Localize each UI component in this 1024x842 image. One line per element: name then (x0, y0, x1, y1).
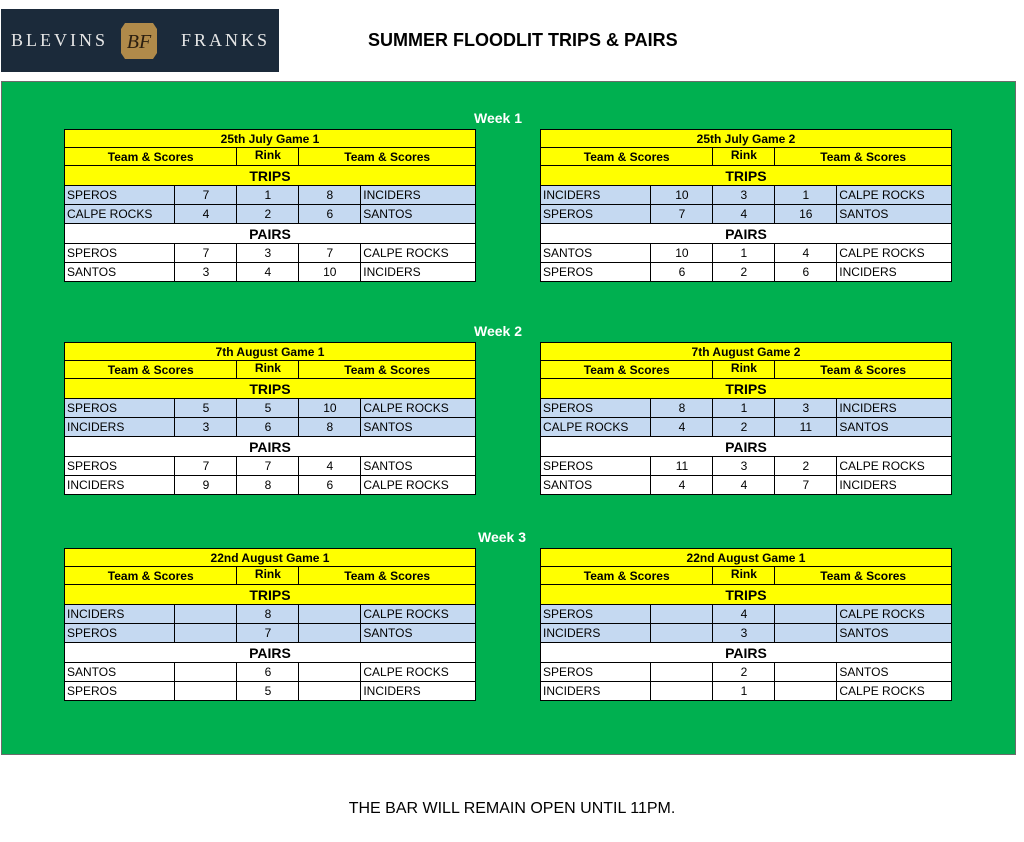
team-scores-header: Team & Scores (775, 567, 952, 585)
score-2: 11 (775, 418, 837, 437)
team-2: INCIDERS (361, 186, 476, 205)
game-table (64, 548, 476, 701)
trips-header: TRIPS (65, 166, 476, 186)
match-row (541, 605, 952, 624)
team-scores-header: Team & Scores (775, 361, 952, 379)
team-1: SPEROS (65, 457, 175, 476)
match-row (541, 476, 952, 495)
team-1: SPEROS (65, 244, 175, 263)
score-1: 4 (651, 476, 713, 495)
team-1: SANTOS (541, 244, 651, 263)
rink-number: 4 (713, 205, 775, 224)
team-scores-header: Team & Scores (541, 148, 713, 166)
match-row (65, 457, 476, 476)
match-row (541, 399, 952, 418)
score-1: 3 (175, 418, 237, 437)
score-2: 10 (299, 263, 361, 282)
score-1: 6 (651, 263, 713, 282)
match-row (541, 205, 952, 224)
score-1 (175, 682, 237, 701)
team-2: CALPE ROCKS (837, 605, 952, 624)
match-row (65, 663, 476, 682)
score-1: 4 (175, 205, 237, 224)
rink-number: 6 (237, 418, 299, 437)
team-2: SANTOS (837, 205, 952, 224)
pairs-header: PAIRS (65, 643, 476, 663)
score-1: 7 (175, 244, 237, 263)
score-2: 3 (775, 399, 837, 418)
match-row (541, 263, 952, 282)
rink-header: Rink (713, 148, 775, 166)
score-1: 7 (175, 457, 237, 476)
team-scores-header: Team & Scores (775, 148, 952, 166)
match-row (541, 186, 952, 205)
rink-number: 7 (237, 624, 299, 643)
team-1: INCIDERS (65, 605, 175, 624)
score-2: 6 (299, 205, 361, 224)
team-2: SANTOS (837, 418, 952, 437)
score-2: 7 (775, 476, 837, 495)
score-2: 10 (299, 399, 361, 418)
team-2: INCIDERS (361, 263, 476, 282)
team-1: SPEROS (65, 624, 175, 643)
rink-number: 2 (713, 663, 775, 682)
game-title: 25th July Game 2 (541, 130, 952, 148)
rink-header: Rink (713, 567, 775, 585)
team-2: INCIDERS (837, 399, 952, 418)
match-row (65, 205, 476, 224)
rink-number: 1 (713, 682, 775, 701)
match-row (65, 186, 476, 205)
pairs-header: PAIRS (541, 437, 952, 457)
team-2: CALPE ROCKS (837, 244, 952, 263)
score-2: 1 (775, 186, 837, 205)
score-1: 3 (175, 263, 237, 282)
score-1: 11 (651, 457, 713, 476)
rink-header: Rink (237, 567, 299, 585)
week-2-label: Week 2 (474, 323, 522, 339)
score-1: 5 (175, 399, 237, 418)
game-table (64, 342, 476, 495)
team-2: SANTOS (837, 624, 952, 643)
team-2: SANTOS (361, 624, 476, 643)
team-2: CALPE ROCKS (361, 663, 476, 682)
team-1: INCIDERS (541, 624, 651, 643)
team-scores-header: Team & Scores (299, 361, 476, 379)
score-2 (299, 605, 361, 624)
team-1: SPEROS (541, 457, 651, 476)
rink-number: 3 (237, 244, 299, 263)
score-1: 9 (175, 476, 237, 495)
team-2: CALPE ROCKS (361, 244, 476, 263)
game-title: 7th August Game 1 (65, 343, 476, 361)
score-2: 2 (775, 457, 837, 476)
team-scores-header: Team & Scores (541, 567, 713, 585)
pairs-header: PAIRS (65, 437, 476, 457)
rink-number: 4 (713, 476, 775, 495)
score-2: 8 (299, 418, 361, 437)
team-scores-header: Team & Scores (65, 567, 237, 585)
rink-number: 3 (713, 624, 775, 643)
trips-header: TRIPS (65, 379, 476, 399)
team-2: INCIDERS (837, 476, 952, 495)
team-2: SANTOS (361, 418, 476, 437)
match-row (541, 624, 952, 643)
team-scores-header: Team & Scores (541, 361, 713, 379)
schedule-panel (1, 81, 1016, 755)
match-row (65, 244, 476, 263)
team-1: SPEROS (65, 399, 175, 418)
trips-header: TRIPS (541, 379, 952, 399)
logo-right-word: FRANKS (181, 30, 271, 50)
rink-number: 5 (237, 682, 299, 701)
score-2: 16 (775, 205, 837, 224)
team-2: CALPE ROCKS (837, 682, 952, 701)
game-table (64, 129, 476, 282)
team-2: INCIDERS (361, 682, 476, 701)
game-title: 22nd August Game 1 (541, 549, 952, 567)
team-1: INCIDERS (65, 418, 175, 437)
score-1: 7 (175, 186, 237, 205)
team-2: CALPE ROCKS (837, 457, 952, 476)
match-row (541, 682, 952, 701)
team-1: INCIDERS (541, 682, 651, 701)
team-2: CALPE ROCKS (361, 399, 476, 418)
rink-number: 4 (713, 605, 775, 624)
score-1: 4 (651, 418, 713, 437)
team-2: CALPE ROCKS (361, 605, 476, 624)
rink-number: 7 (237, 457, 299, 476)
team-2: SANTOS (837, 663, 952, 682)
team-scores-header: Team & Scores (299, 567, 476, 585)
game-title: 7th August Game 2 (541, 343, 952, 361)
score-1: 8 (651, 399, 713, 418)
team-scores-header: Team & Scores (299, 148, 476, 166)
team-1: SANTOS (541, 476, 651, 495)
rink-number: 8 (237, 605, 299, 624)
pairs-header: PAIRS (65, 224, 476, 244)
rink-number: 6 (237, 663, 299, 682)
team-1: CALPE ROCKS (541, 418, 651, 437)
score-2: 8 (299, 186, 361, 205)
rink-number: 3 (713, 457, 775, 476)
score-2: 7 (299, 244, 361, 263)
score-2 (775, 605, 837, 624)
match-row (541, 244, 952, 263)
match-row (65, 263, 476, 282)
team-1: CALPE ROCKS (65, 205, 175, 224)
team-1: SPEROS (541, 605, 651, 624)
score-1 (651, 624, 713, 643)
score-1 (175, 663, 237, 682)
score-2 (299, 682, 361, 701)
page-title: SUMMER FLOODLIT TRIPS & PAIRS (368, 30, 678, 50)
score-2: 4 (299, 457, 361, 476)
bar-notice: THE BAR WILL REMAIN OPEN UNTIL 11PM. (348, 800, 676, 817)
match-row (65, 399, 476, 418)
rink-number: 2 (237, 205, 299, 224)
score-2 (299, 663, 361, 682)
blevins-franks-logo (1, 9, 279, 72)
match-row (65, 605, 476, 624)
rink-number: 8 (237, 476, 299, 495)
score-2: 6 (299, 476, 361, 495)
rink-header: Rink (713, 361, 775, 379)
team-2: CALPE ROCKS (837, 186, 952, 205)
team-1: SPEROS (65, 682, 175, 701)
logo-mark-icon (119, 19, 159, 63)
rink-number: 2 (713, 263, 775, 282)
rink-number: 1 (237, 186, 299, 205)
score-1 (651, 605, 713, 624)
match-row (541, 457, 952, 476)
game-table (540, 342, 952, 495)
team-2: CALPE ROCKS (361, 476, 476, 495)
match-row (65, 418, 476, 437)
game-table (540, 548, 952, 701)
score-1 (175, 624, 237, 643)
logo-mark-letters: BF (126, 31, 152, 53)
score-2 (775, 624, 837, 643)
team-2: INCIDERS (837, 263, 952, 282)
team-2: SANTOS (361, 205, 476, 224)
trips-header: TRIPS (541, 166, 952, 186)
score-2 (775, 663, 837, 682)
trips-header: TRIPS (541, 585, 952, 605)
score-1: 10 (651, 186, 713, 205)
rink-number: 2 (713, 418, 775, 437)
score-2: 6 (775, 263, 837, 282)
rink-number: 1 (713, 399, 775, 418)
team-1: SPEROS (541, 663, 651, 682)
match-row (541, 418, 952, 437)
game-title: 25th July Game 1 (65, 130, 476, 148)
logo-left-word: BLEVINS (11, 30, 108, 50)
team-1: SPEROS (541, 205, 651, 224)
week-3-label: Week 3 (478, 529, 526, 545)
score-1 (175, 605, 237, 624)
pairs-header: PAIRS (541, 643, 952, 663)
trips-header: TRIPS (65, 585, 476, 605)
game-title: 22nd August Game 1 (65, 549, 476, 567)
team-scores-header: Team & Scores (65, 148, 237, 166)
rink-number: 1 (713, 244, 775, 263)
match-row (65, 624, 476, 643)
team-1: SPEROS (65, 186, 175, 205)
team-scores-header: Team & Scores (65, 361, 237, 379)
team-1: INCIDERS (541, 186, 651, 205)
team-1: SANTOS (65, 263, 175, 282)
team-2: SANTOS (361, 457, 476, 476)
team-1: SPEROS (541, 399, 651, 418)
week-1-label: Week 1 (474, 110, 522, 126)
match-row (65, 682, 476, 701)
rink-header: Rink (237, 361, 299, 379)
team-1: INCIDERS (65, 476, 175, 495)
rink-number: 5 (237, 399, 299, 418)
team-1: SPEROS (541, 263, 651, 282)
rink-header: Rink (237, 148, 299, 166)
game-table (540, 129, 952, 282)
match-row (541, 663, 952, 682)
score-2 (775, 682, 837, 701)
score-1 (651, 682, 713, 701)
team-1: SANTOS (65, 663, 175, 682)
pairs-header: PAIRS (541, 224, 952, 244)
rink-number: 4 (237, 263, 299, 282)
score-2: 4 (775, 244, 837, 263)
score-1: 10 (651, 244, 713, 263)
rink-number: 3 (713, 186, 775, 205)
score-1 (651, 663, 713, 682)
match-row (65, 476, 476, 495)
score-1: 7 (651, 205, 713, 224)
score-2 (299, 624, 361, 643)
